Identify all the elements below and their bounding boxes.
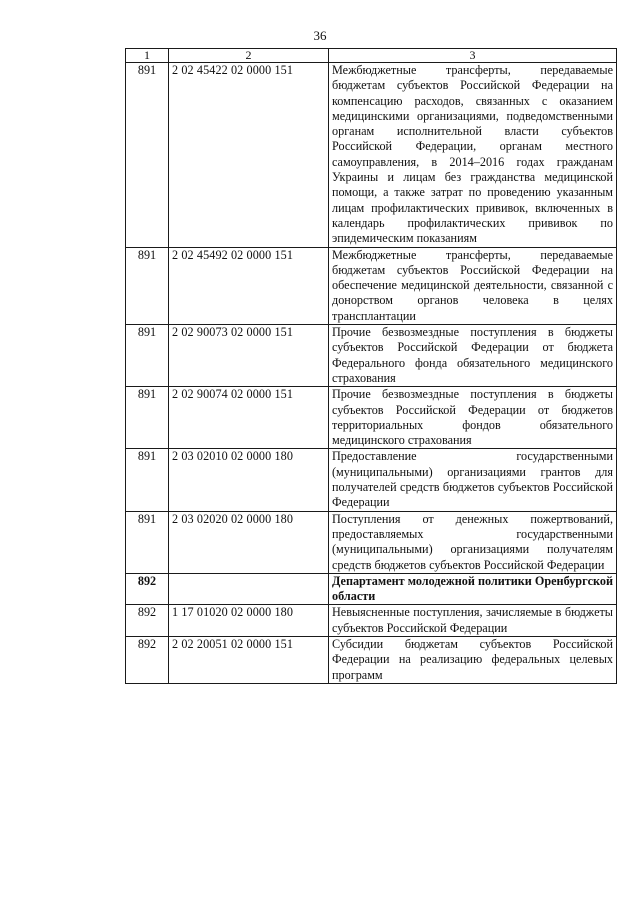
column-header-1: 1 (126, 49, 169, 63)
table-row (126, 511, 617, 573)
admin-code-cell: 891 (126, 387, 169, 449)
admin-code-cell: 891 (126, 449, 169, 511)
table-header-row (126, 49, 617, 63)
kbk-code-cell: 2 02 20051 02 0000 151 (169, 636, 329, 683)
kbk-code-cell: 2 02 45422 02 0000 151 (169, 63, 329, 248)
kbk-code-cell: 2 03 02020 02 0000 180 (169, 511, 329, 573)
kbk-code-cell: 2 02 90074 02 0000 151 (169, 387, 329, 449)
department-name-cell: Департамент молодежной политики Оренбургской области (329, 573, 617, 605)
revenue-name-cell: Прочие безвозмездные поступления в бюджеты субъектов Российской Федерации от бюджета Федерального фонда обязательного медицинского страхования (329, 325, 617, 387)
revenue-name-cell: Невыясненные поступления, зачисляемые в бюджеты субъектов Российской Федерации (329, 605, 617, 637)
kbk-code-cell: 2 02 45492 02 0000 151 (169, 247, 329, 324)
revenue-name-cell: Межбюджетные трансферты, передаваемые бюджетам субъектов Российской Федерации на обеспечение медицинской деятельности, связанной с донорством органов человека в целях трансплантации (329, 247, 617, 324)
admin-code-cell: 891 (126, 63, 169, 248)
admin-code-cell: 891 (126, 511, 169, 573)
revenue-codes-table (125, 48, 617, 684)
revenue-name-cell: Предоставление государственными (муниципальными) организациями грантов для получателей средств бюджетов субъектов Российской Федерации (329, 449, 617, 511)
revenue-name-cell: Межбюджетные трансферты, передаваемые бюджетам субъектов Российской Федерации на компенсацию расходов, связанных с оказанием медицинскими организациями, подведомственными органам исполнительной власти субъектов Российской Федерации, органам местного самоуправления, в 2014–2016 годах гражданам Украины и лицам без гражданства медицинской помощи, а также затрат по проведению указанным лицам профилактических прививок, включенных в календарь профилактических прививок по эпидемическим показаниям (329, 63, 617, 248)
kbk-code-cell (169, 573, 329, 605)
kbk-code-cell: 1 17 01020 02 0000 180 (169, 605, 329, 637)
kbk-code-cell: 2 03 02010 02 0000 180 (169, 449, 329, 511)
department-heading-row (126, 573, 617, 605)
revenue-name-cell: Поступления от денежных пожертвований, предоставляемых государственными (муниципальными) организациями получателям средств бюджетов субъектов Российской Федерации (329, 511, 617, 573)
revenue-name-cell: Субсидии бюджетам субъектов Российской Федерации на реализацию федеральных целевых программ (329, 636, 617, 683)
table-row (126, 387, 617, 449)
admin-code-cell: 891 (126, 325, 169, 387)
page-number: 36 (313, 28, 327, 43)
table-row (126, 449, 617, 511)
kbk-code-cell: 2 02 90073 02 0000 151 (169, 325, 329, 387)
revenue-name-cell: Прочие безвозмездные поступления в бюджеты субъектов Российской Федерации от бюджетов территориальных фондов обязательного медицинского страхования (329, 387, 617, 449)
admin-code-cell: 892 (126, 605, 169, 637)
column-header-3: 3 (329, 49, 617, 63)
table-row (126, 636, 617, 683)
admin-code-cell: 891 (126, 247, 169, 324)
table-row (126, 63, 617, 248)
table-row (126, 325, 617, 387)
table-row (126, 247, 617, 324)
admin-code-cell: 892 (126, 573, 169, 605)
admin-code-cell: 892 (126, 636, 169, 683)
table-row (126, 605, 617, 637)
column-header-2: 2 (169, 49, 329, 63)
